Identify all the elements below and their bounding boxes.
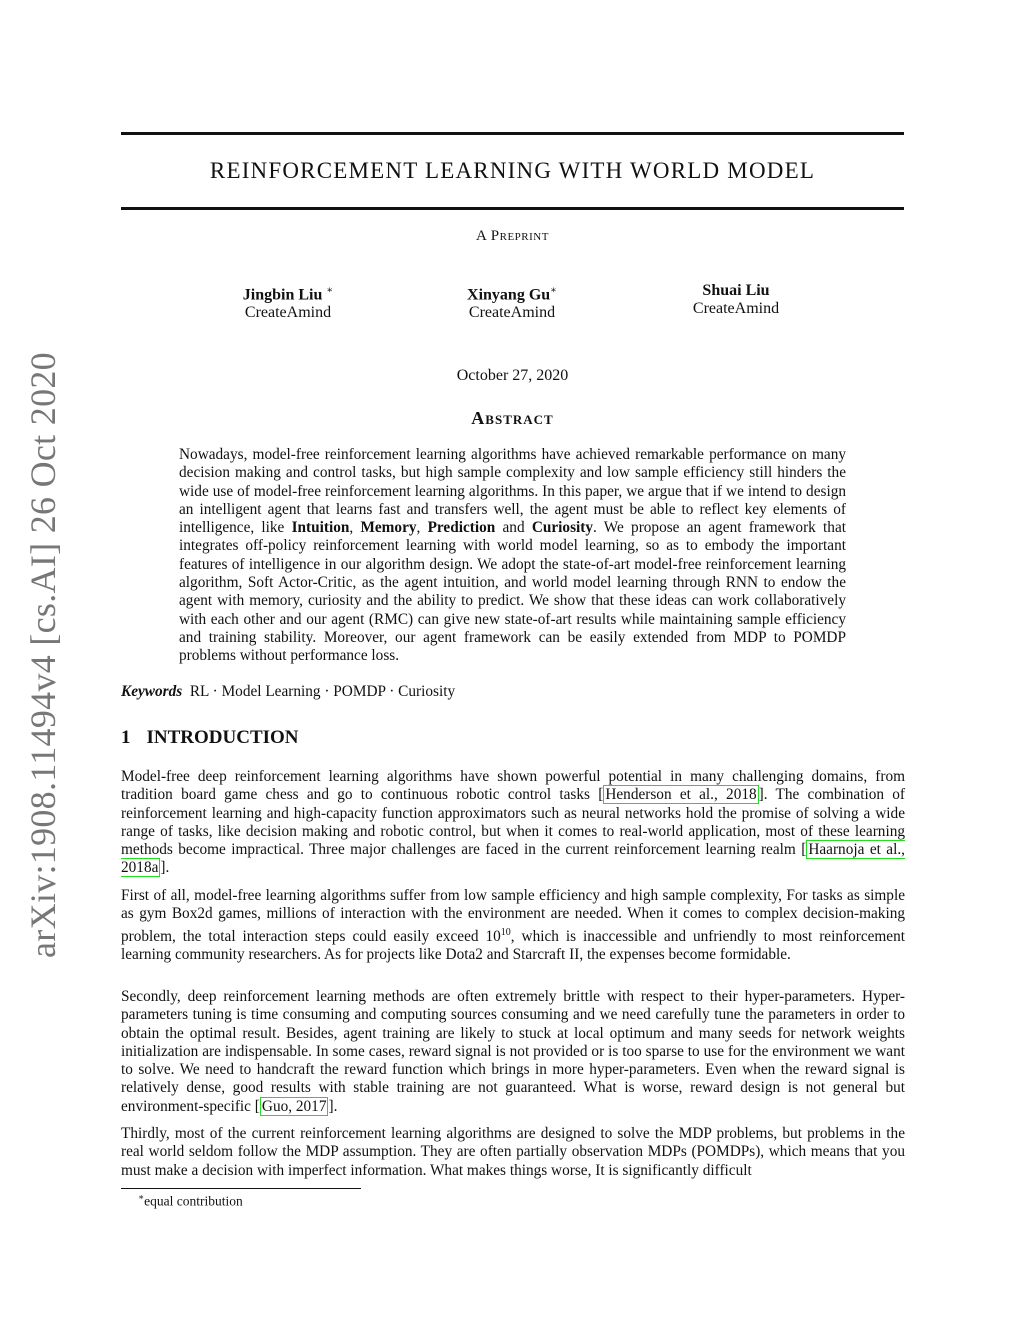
abstract-text: Nowadays, model-free reinforcement learning algorithms have achieved remarkable performance on many decision making and control tasks, but high sample complexity and low sample efficiency still hinders the wide use of model-free reinforcement learning algorithms. In this paper, we argue that if we intend to design an intelligent agent that learns fast and transfers well, the agent must be able to reflect key elements of intelligence, like xyxy=(179,446,846,537)
title-bottom-rule xyxy=(121,207,904,210)
paper-title: REINFORCEMENT LEARNING WITH WORLD MODEL xyxy=(209,158,816,183)
footnote-mark: ∗ xyxy=(138,1192,145,1202)
author-mark: ∗ xyxy=(326,285,334,296)
keywords-label: Keywords xyxy=(121,683,183,700)
abstract-sep: , xyxy=(349,519,361,537)
para-text: , which is inaccessible and unfriendly to most reinforcement learning community researchers. As for projects like Dota2 and Starcraft II, the expenses become formidable. xyxy=(121,927,905,963)
para-text: ]. The combination of reinforcement learning and high-capacity function approximators such as neural networks hold the promise of solving a wide range of tasks, like decision making and robotic control, but when it comes to real-world application, most of these learning methods become impractical. Three major challenges are faced in the current reinforcement learning realm [ xyxy=(121,786,905,859)
author-affiliation: CreateAmind xyxy=(692,300,780,317)
preprint-label: A Preprint xyxy=(476,228,549,244)
para-text: ]. xyxy=(160,859,170,877)
arxiv-stamp xyxy=(18,352,68,958)
abstract-keyword: Intuition xyxy=(291,519,350,537)
title-top-rule xyxy=(121,132,904,135)
author-affiliation: CreateAmind xyxy=(244,304,332,322)
author-block-1 xyxy=(168,282,408,322)
abstract-body xyxy=(179,446,846,666)
footnote-text: equal contribution xyxy=(144,1193,243,1209)
para-text: Model-free deep reinforcement learning algorithms have shown powerful potential in many challenging domains, from tradition board game chess and go to continuous robotic control tasks [ xyxy=(121,768,905,804)
author-name: Jingbin Liu xyxy=(242,286,323,304)
para-text: First of all, model-free learning algorithms suffer from low sample efficiency and high sample complexity, For tasks as simple as gym Box2d games, millions of interaction with the environment are needed. When it comes to complex decision-making problem, the total interaction steps could easily exceed 10 xyxy=(121,887,905,945)
para-text: Secondly, deep reinforcement learning methods are often extremely brittle with respect to their hyper-parameters. Hyper-parameters tuning is time consuming and computing sources consuming and we need carefully tune the parameters in order to obtain the optimal result. Besides, agent training are likely to stuck at local optimum and many seeds for network weights initialization are indispensable. In some cases, reward signal is not provided or is too sparse to use for the environment we want to solve. We need to handcraft the reward function which brings in more hyper-parameters. Even when the reward signal is relatively dense, good results with stable training are not guaranteed. What is worse, reward design is not general but environment-specific [ xyxy=(121,988,905,1115)
intro-paragraph-1 xyxy=(121,768,905,878)
keywords-line xyxy=(121,683,904,701)
abstract-sep: , xyxy=(416,519,428,537)
author-block-2 xyxy=(392,282,632,322)
arxiv-stamp-text: arXiv:1908.11494v4 [cs.AI] 26 Oct 2020 xyxy=(23,352,63,958)
citation-link[interactable]: Haarnoja et al., 2018a xyxy=(121,841,905,877)
section-number: 1 xyxy=(121,727,131,748)
intro-paragraph-2 xyxy=(121,887,905,964)
citation-link[interactable]: Henderson et al., 2018 xyxy=(605,786,757,804)
author-name: Shuai Liu xyxy=(702,282,770,299)
section-title: INTRODUCTION xyxy=(146,727,299,748)
footnote xyxy=(138,1192,243,1210)
section-heading xyxy=(121,727,299,749)
author-mark: ∗ xyxy=(550,285,557,296)
abstract-keyword: Memory xyxy=(360,519,417,537)
abstract-keyword: Curiosity xyxy=(531,519,594,537)
intro-paragraph-4 xyxy=(121,1125,905,1180)
citation-link[interactable]: Guo, 2017 xyxy=(261,1097,327,1115)
author-block-3 xyxy=(616,282,856,318)
para-text: Thirdly, most of the current reinforcement learning algorithms are designed to solve the MDP problems, but problems in the real world seldom follow the MDP assumption. They are often partially observation MDPs (POMDPs), which means that you must make a decision with imperfect information. What makes things worse, It is significantly difficult xyxy=(121,1125,905,1179)
footnote-rule xyxy=(121,1188,361,1189)
abstract-sep: and xyxy=(495,519,532,537)
para-text: ]. xyxy=(328,1097,338,1115)
paper-date: October 27, 2020 xyxy=(456,367,569,384)
intro-paragraph-3 xyxy=(121,988,905,1116)
abstract-text: . We propose an agent framework that integrates off-policy reinforcement learning with world model learning, so as to embody the important features of intelligence in our algorithm design. We adopt the state-of-art model-free reinforcement learning algorithm, Soft Actor-Critic, as the agent intuition, and world model learning through RNN to endow the agent with memory, curiosity and the ability to predict. We show that these ideas can work collaboratively with each other and our agent (RMC) can give new state-of-art results while maintaining sample efficiency and training stability. Moreover, our agent framework can be easily extended from MDP to POMDP problems without performance loss. xyxy=(179,519,846,665)
abstract-keyword: Prediction xyxy=(427,519,496,537)
keywords-text: RL · Model Learning · POMDP · Curiosity xyxy=(189,683,456,700)
abstract-heading: Abstract xyxy=(471,408,554,428)
author-affiliation: CreateAmind xyxy=(468,304,556,322)
exponent: 10 xyxy=(500,926,511,938)
author-name: Xinyang Gu xyxy=(467,286,551,304)
